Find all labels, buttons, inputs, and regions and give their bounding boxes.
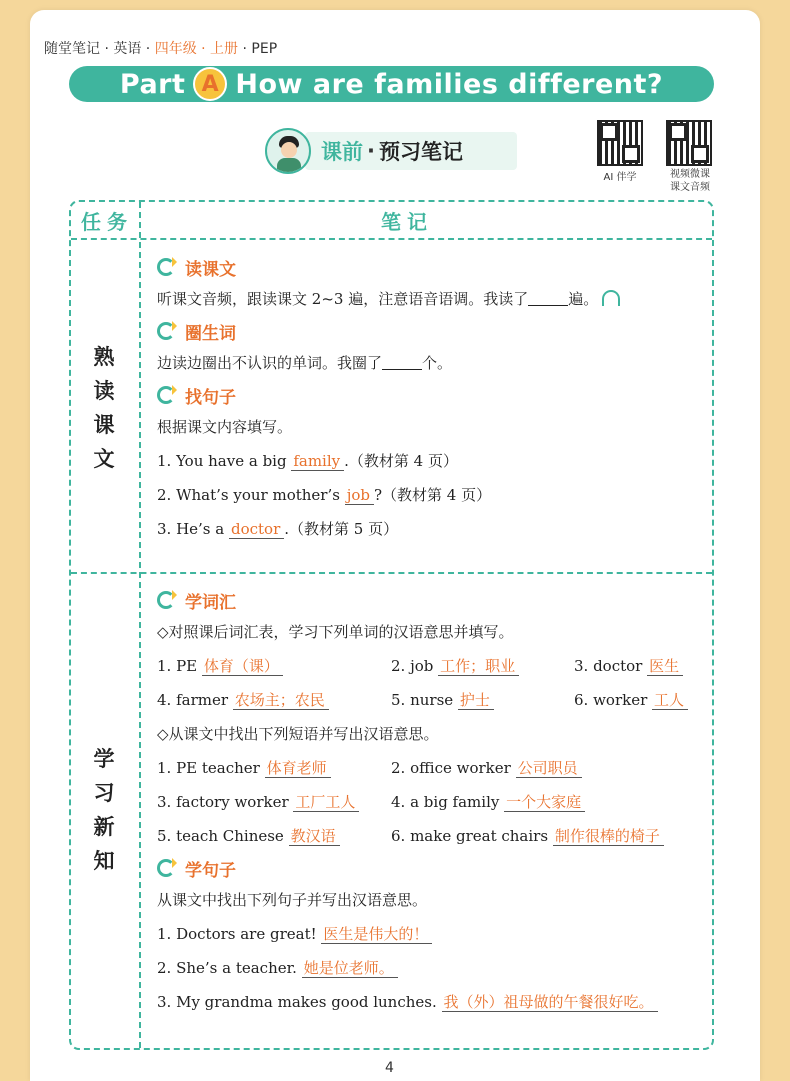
qr-code-ai-companion[interactable]: [597, 120, 643, 166]
section-title-part2: 预习笔记: [378, 140, 463, 164]
learn-sentence-item: [157, 951, 707, 985]
learn-sentence-item: [157, 985, 707, 1019]
subheading-circle-words-label: 圈生词: [185, 323, 236, 344]
vocab-word-item: [574, 649, 707, 683]
teacher-avatar-icon: [265, 128, 311, 174]
refresh-arrow-icon: [157, 322, 175, 340]
running-header-grade: 四年级 · 上册: [154, 41, 239, 57]
column-header-task: 任务: [81, 210, 133, 234]
vocab-phrase-term: 5. teach Chinese: [157, 827, 289, 845]
vocab-word-answer: 农场主；农民: [233, 691, 329, 710]
page-number: 4: [385, 1060, 394, 1076]
vocab-phrase-item: [391, 751, 707, 785]
vocab-word-term: 2. job: [391, 657, 439, 675]
vocab-word-term: 4. farmer: [157, 691, 233, 709]
vocab-words-row: [157, 683, 707, 717]
vocab-phrase-term: 4. a big family: [391, 793, 505, 811]
circle-words-instruction: [157, 346, 707, 380]
notes-table: [69, 200, 714, 1050]
vocab-phrases-row: [157, 819, 707, 853]
section-title-part1: 课前: [321, 140, 363, 164]
subheading-read-text-label: 读课文: [185, 259, 236, 280]
table-row-divider: [71, 572, 712, 574]
vocab-words-row: [157, 649, 707, 683]
subheading-learn-sentences-label: 学句子: [185, 860, 236, 881]
learn-sentence-answer: 我（外）祖母做的午餐很好吃。: [442, 993, 658, 1012]
banner-title: How are families different?: [235, 68, 664, 100]
learn-sentence-en: 3. My grandma makes good lunches.: [157, 993, 442, 1011]
find-sentence-before: 2. What’s your mother’s: [157, 486, 345, 504]
find-sentence-answer: family: [291, 452, 344, 471]
vocab-word-answer: 工作；职业: [438, 657, 519, 676]
section-title-separator: ·: [367, 139, 375, 163]
subheading-find-sentences-label: 找句子: [185, 387, 236, 408]
column-header-notes: 笔记: [381, 210, 433, 234]
running-header-suffix: · PEP: [238, 41, 278, 57]
vocab-word-item: [157, 683, 391, 717]
find-sentences-intro: 根据课文内容填写。: [157, 418, 293, 436]
read-count-blank[interactable]: [528, 287, 568, 306]
learn-sentence-item: [157, 917, 707, 951]
row-label-learn-new: 学习新知: [93, 747, 115, 873]
vocab-intro-phrases: ◇从课文中找出下列短语并写出汉语意思。: [157, 725, 439, 743]
vocab-word-item: [391, 649, 574, 683]
row-label-read-text: 熟读课文: [93, 345, 115, 471]
vocab-phrases-row: [157, 751, 707, 785]
section-read-text: [157, 252, 707, 546]
vocab-word-term: 5. nurse: [391, 691, 458, 709]
vocab-word-term: 6. worker: [574, 691, 653, 709]
section-title: [305, 132, 517, 170]
vocab-word-answer: 医生: [647, 657, 683, 676]
find-sentence-item: [157, 478, 707, 512]
vocab-phrase-answer: 公司职员: [516, 759, 582, 778]
subheading-learn-sentences: [157, 853, 707, 883]
learn-sentence-answer: 她是位老师。: [302, 959, 398, 978]
banner-letter-badge: A: [193, 67, 227, 101]
find-sentence-item: [157, 444, 707, 478]
read-text-before: 听课文音频，跟读课文 2~3 遍，注意语音语调。我读了: [157, 290, 529, 308]
vocab-word-term: 1. PE: [157, 657, 202, 675]
headphone-icon[interactable]: [602, 290, 620, 306]
qr-label-video-lesson: 视频微课 课文音频: [670, 169, 710, 193]
running-header: [44, 38, 277, 58]
learn-sentence-en: 1. Doctors are great!: [157, 925, 322, 943]
learn-sentence-answer: 医生是伟大的！: [321, 925, 432, 944]
find-sentence-before: 3. He’s a: [157, 520, 229, 538]
find-sentence-item: [157, 512, 707, 546]
learn-sentences-intro: 从课文中找出下列句子并写出汉语意思。: [157, 891, 428, 909]
find-sentence-after: .（教材第 4 页）: [344, 452, 458, 470]
qr-label-ai-companion: AI 伴学: [603, 172, 637, 183]
vocab-word-item: [391, 683, 574, 717]
circle-words-after: 个。: [422, 354, 453, 372]
vocab-phrases-row: [157, 785, 707, 819]
qr-code-video-lesson[interactable]: [666, 120, 712, 166]
vocab-word-item: [574, 683, 707, 717]
refresh-arrow-icon: [157, 591, 175, 609]
vocab-phrase-term: 2. office worker: [391, 759, 516, 777]
circle-words-before: 边读边圈出不认识的单词。我圈了: [157, 354, 383, 372]
vocab-word-answer: 工人: [652, 691, 688, 710]
vocab-word-term: 3. doctor: [574, 657, 648, 675]
subheading-find-sentences: [157, 380, 707, 410]
refresh-arrow-icon: [157, 859, 175, 877]
running-header-prefix: 随堂笔记 · 英语 ·: [44, 41, 155, 57]
subheading-circle-words: [157, 316, 707, 346]
vocab-phrase-item: [157, 819, 391, 853]
vocab-word-answer: 护士: [458, 691, 494, 710]
refresh-arrow-icon: [157, 386, 175, 404]
vocab-phrase-answer: 教汉语: [289, 827, 340, 846]
vocab-phrase-item: [157, 751, 391, 785]
vocab-phrase-item: [391, 785, 707, 819]
read-text-after: 遍。: [568, 290, 599, 308]
find-sentence-before: 1. You have a big: [157, 452, 292, 470]
banner-part-label: Part: [119, 68, 186, 100]
refresh-arrow-icon: [157, 258, 175, 276]
find-sentence-after: ?（教材第 4 页）: [374, 486, 492, 504]
vocab-word-answer: 体育（课）: [202, 657, 283, 676]
subheading-read-text: [157, 252, 707, 282]
vocab-phrase-term: 1. PE teacher: [157, 759, 265, 777]
subheading-vocab: [157, 585, 707, 615]
section-learn-new: [157, 585, 707, 1019]
find-sentence-answer: job: [345, 486, 374, 505]
read-text-instruction: [157, 282, 707, 316]
circle-count-blank[interactable]: [382, 351, 422, 370]
learn-sentence-en: 2. She’s a teacher.: [157, 959, 302, 977]
part-banner: [69, 66, 714, 102]
vocab-phrase-term: 6. make great chairs: [391, 827, 553, 845]
find-sentence-answer: doctor: [229, 520, 284, 539]
find-sentence-after: .（教材第 5 页）: [284, 520, 399, 538]
vocab-phrase-item: [157, 785, 391, 819]
vocab-phrase-item: [391, 819, 707, 853]
section-title-block: [265, 128, 520, 174]
table-header-divider: [71, 238, 712, 240]
subheading-vocab-label: 学词汇: [185, 592, 236, 613]
vocab-word-item: [157, 649, 391, 683]
vocab-phrase-answer: 工厂工人: [293, 793, 359, 812]
vocab-phrase-answer: 体育老师: [265, 759, 331, 778]
vocab-intro-words: ◇对照课后词汇表，学习下列单词的汉语意思并填写。: [157, 623, 514, 641]
vocab-phrase-answer: 制作很棒的椅子: [553, 827, 664, 846]
vocab-phrase-term: 3. factory worker: [157, 793, 294, 811]
table-column-divider: [139, 202, 141, 1048]
vocab-phrase-answer: 一个大家庭: [504, 793, 585, 812]
